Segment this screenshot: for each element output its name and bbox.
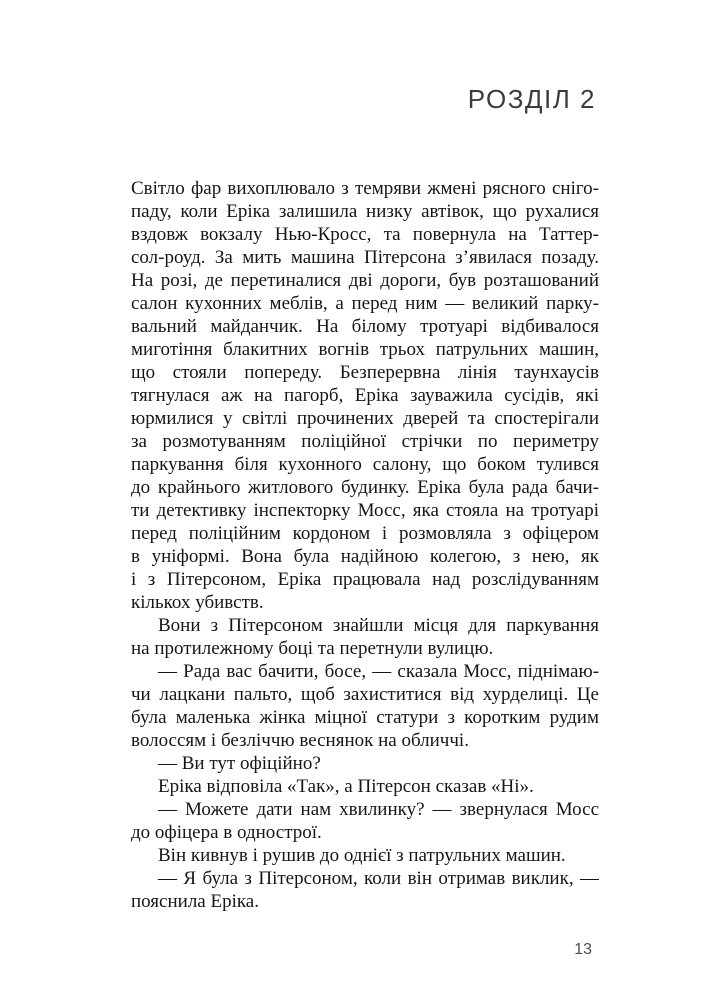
text-line: миготіння блакитних вогнів трьох патрульних машин,: [131, 339, 599, 360]
text-line: вздовж вокзалу Нью-Кросс, та повернула на Таттер-: [131, 224, 599, 245]
text-line: і з Пітерсоном, Еріка працювала над розслідуванням: [131, 569, 599, 590]
chapter-title: РОЗДІЛ 2: [467, 84, 596, 114]
text-line: юрмилися у світлі прочинених дверей та спостерігали: [131, 408, 599, 429]
text-line: — Я була з Пітерсоном, коли він отримав виклик, —: [158, 868, 599, 889]
body-text: [131, 177, 599, 913]
text-line: — Рада вас бачити, босе, — сказала Мосс, піднімаю-: [158, 661, 599, 682]
text-line: салон кухонних меблів, а перед ним — великий парку-: [131, 293, 599, 314]
text-line: до офіцера в однострої.: [131, 822, 322, 843]
text-line: перед поліційним кордоном і розмовляла з офіцером: [131, 523, 599, 544]
text-line: Він кивнув і рушив до однієї з патрульних машин.: [158, 845, 566, 866]
text-line: паду, коли Еріка залишила низку автівок, що рухалися: [131, 201, 599, 222]
page-number: 13: [574, 941, 592, 958]
text-line: волоссям і безліччю веснянок на обличчі.: [131, 730, 469, 751]
text-line: На розі, де перетиналися дві дороги, був розташований: [131, 270, 599, 291]
text-line: була маленька жінка міцної статури з коротким рудим: [131, 707, 599, 728]
text-line: в уніформі. Вона була надійною колегою, з нею, як: [131, 546, 599, 567]
text-line: — Ви тут офіційно?: [158, 753, 321, 774]
text-line: що стояли попереду. Безперервна лінія таунхаусів: [131, 362, 599, 383]
text-line: до крайнього житлового будинку. Еріка була рада бачи-: [131, 477, 599, 498]
text-line: тягнулася аж на пагорб, Еріка зауважила сусідів, які: [131, 385, 599, 406]
text-line: чи лацкани пальто, щоб захиститися від хурделиці. Це: [131, 684, 599, 705]
text-line: сол-роуд. За мить машина Пітерсона з’явилася позаду.: [131, 247, 599, 268]
text-line: за розмотуванням поліційної стрічки по периметру: [131, 431, 599, 452]
text-line: — Можете дати нам хвилинку? — звернулася Мосс: [158, 799, 599, 820]
text-line: пояснила Еріка.: [131, 891, 259, 912]
text-line: ти детективку інспекторку Мосс, яка стояла на тротуарі: [131, 500, 599, 521]
text-line: на протилежному боці та перетнули вулицю.: [131, 638, 494, 659]
text-line: кількох убивств.: [131, 592, 264, 613]
text-line: Світло фар вихоплювало з темряви жмені рясного сніго-: [131, 178, 599, 199]
text-line: вальний майданчик. На білому тротуарі відбивалося: [131, 316, 599, 337]
text-line: паркування біля кухонного салону, що боком тулився: [131, 454, 599, 475]
text-line: Еріка відповіла «Так», а Пітерсон сказав «Ні».: [158, 776, 534, 797]
text-line: Вони з Пітерсоном знайшли місця для паркування: [158, 615, 599, 636]
